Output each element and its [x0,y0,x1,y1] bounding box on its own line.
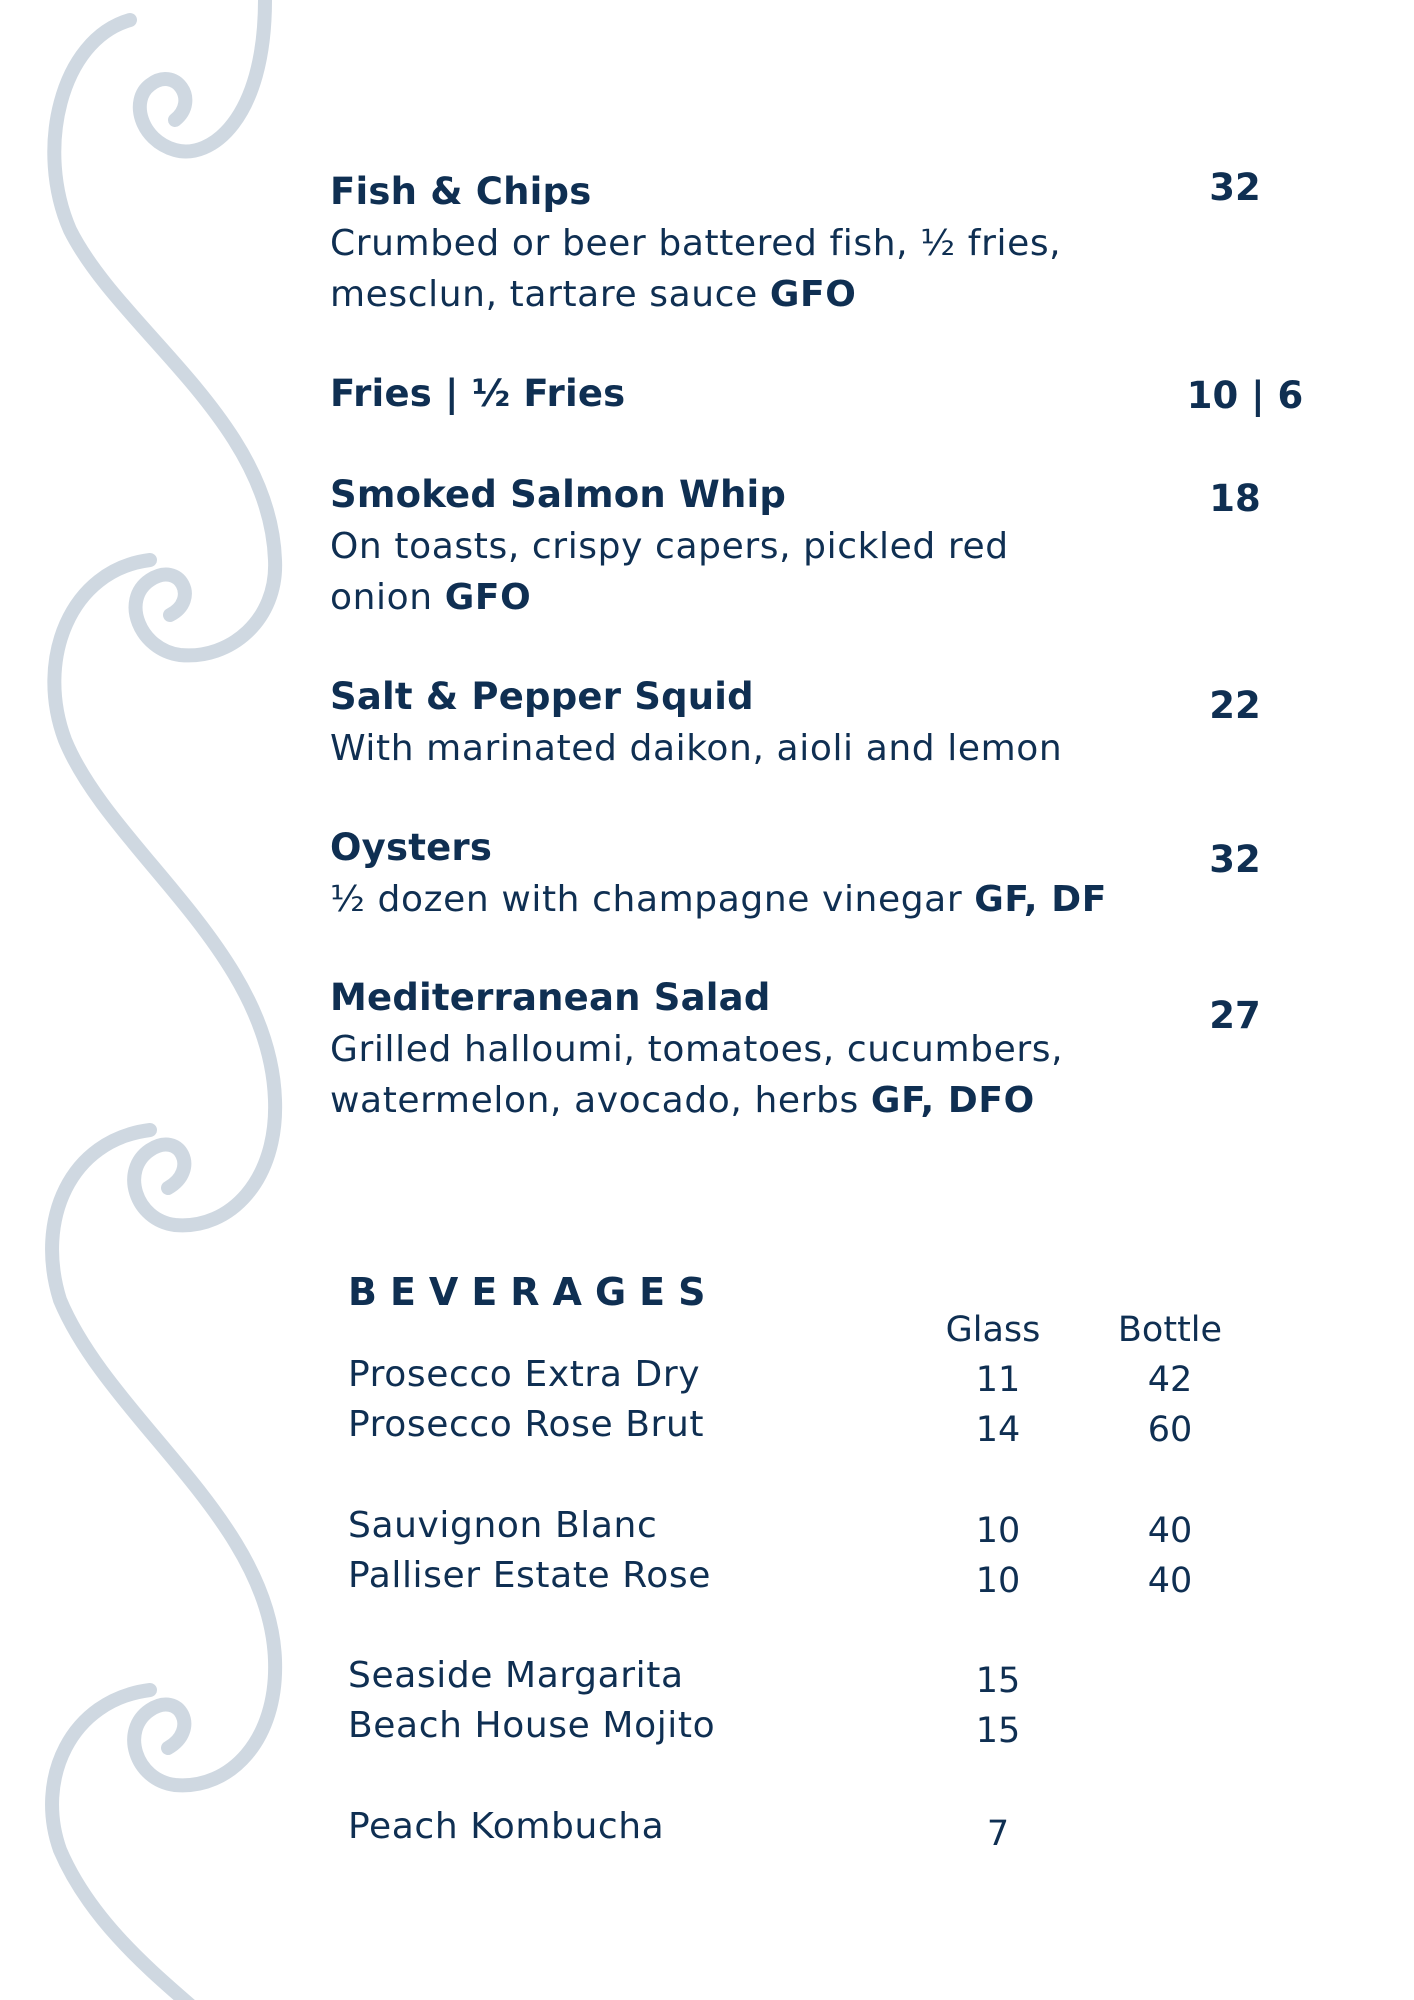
menu-item-mediterranean-salad [330,972,1230,1126]
menu-item-fries [330,368,1230,420]
desc-line: Grilled halloumi, tomatoes, cucumbers, [330,1029,1064,1070]
beverage-name: Peach Kombucha [348,1806,665,1847]
beverage-name: Seaside Margarita [348,1655,684,1696]
glass-price: 7 [986,1814,1010,1854]
beverage-name: Sauvignon Blanc [348,1505,658,1546]
item-description [330,218,1230,320]
desc-line [330,874,1230,925]
item-name: Salt & Pepper Squid [330,675,754,718]
dietary-tag: GF, DF [974,879,1107,920]
desc-text: watermelon, avocado, herbs [330,1080,871,1121]
desc-line [330,269,1230,320]
item-price: 32 [1209,838,1261,881]
glass-price: 15 [975,1711,1021,1751]
item-description [330,521,1230,623]
item-name: Smoked Salmon Whip [330,473,787,516]
dietary-tag: GFO [444,577,532,618]
dietary-tag: GF, DFO [870,1080,1035,1121]
beverage-name: Prosecco Extra Dry [348,1354,701,1395]
beverage-name: Palliser Estate Rose [348,1555,712,1596]
wave-swirl-decoration [0,0,320,2000]
bottle-column-header: Bottle [1117,1310,1223,1350]
glass-price: 15 [975,1661,1021,1701]
desc-line [330,1075,1230,1126]
glass-column-header: Glass [945,1310,1041,1350]
desc-line: With marinated daikon, aioli and lemon [330,728,1063,769]
bottle-price: 40 [1147,1511,1193,1551]
item-name: Fries | ½ Fries [330,372,626,415]
dietary-tag: GFO [769,274,857,315]
menu-item-fish-chips [330,166,1230,320]
bottle-price: 60 [1147,1410,1193,1450]
beverage-name: Beach House Mojito [348,1705,716,1746]
bottle-price: 40 [1147,1561,1193,1601]
desc-text: ½ dozen with champagne vinegar [330,879,975,920]
desc-text: onion [330,577,445,618]
glass-price: 11 [975,1360,1021,1400]
desc-line: Crumbed or beer battered fish, ½ fries, [330,223,1062,264]
beverages-heading: BEVERAGES [348,1270,719,1314]
item-name: Oysters [330,826,493,869]
item-price: 18 [1209,477,1261,520]
glass-price: 10 [975,1561,1021,1601]
item-name: Mediterranean Salad [330,976,771,1019]
item-price: 10 | 6 [1186,374,1304,417]
beverage-name: Prosecco Rose Brut [348,1404,705,1445]
item-name: Fish & Chips [330,170,592,213]
menu-item-salt-pepper-squid [330,671,1230,774]
bottle-price: 42 [1147,1360,1193,1400]
desc-line: On toasts, crispy capers, pickled red [330,526,1009,567]
menu-item-smoked-salmon-whip [330,469,1230,623]
item-price: 32 [1209,166,1261,209]
glass-price: 10 [975,1511,1021,1551]
glass-price: 14 [975,1410,1021,1450]
desc-text: mesclun, tartare sauce [330,274,770,315]
item-description [330,874,1230,925]
menu-item-oysters [330,822,1230,925]
item-price: 22 [1209,684,1261,727]
item-description [330,1024,1230,1126]
desc-line [330,572,1230,623]
item-description [330,723,1230,774]
item-price: 27 [1209,994,1261,1037]
